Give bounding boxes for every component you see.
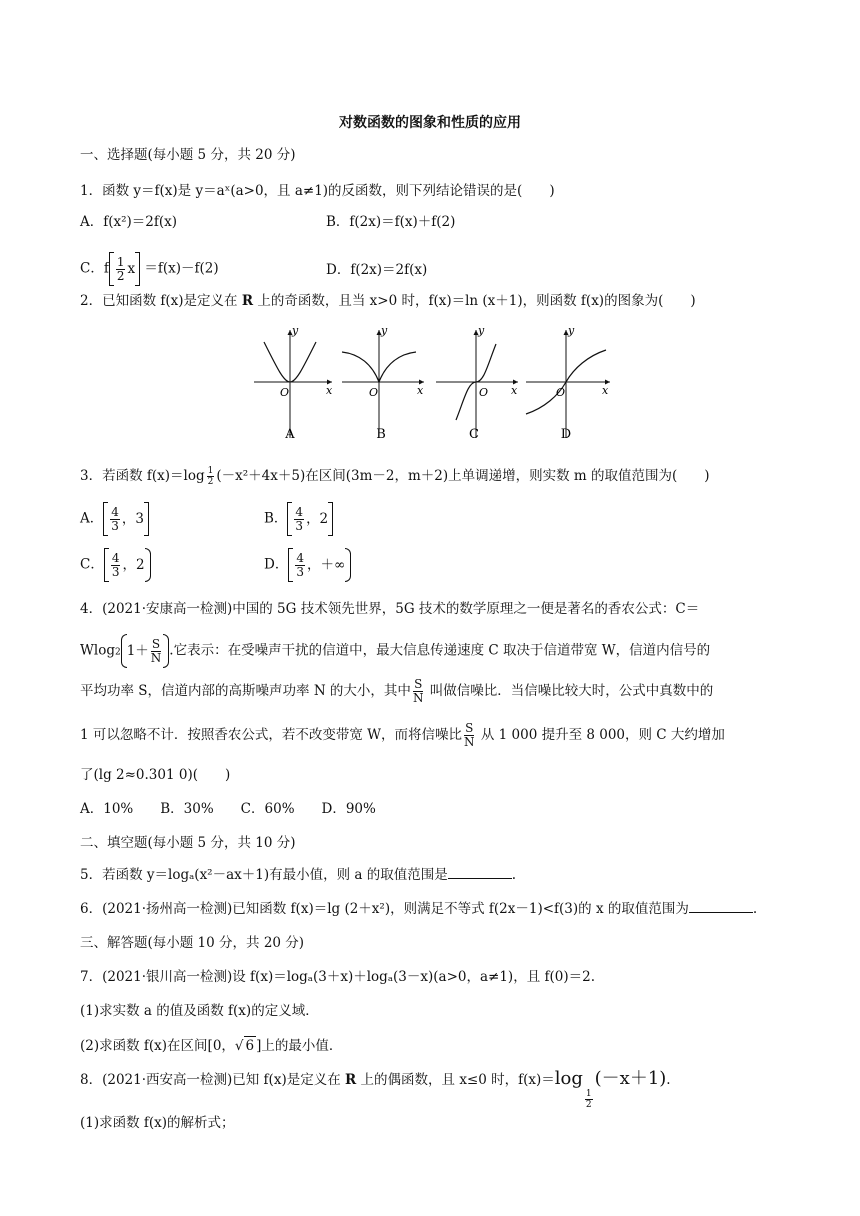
q4-n-den: N xyxy=(150,650,162,665)
q3-d-num: 4 xyxy=(296,550,304,565)
q4-line-4-a: 1 可以忽略不计．按照香农公式，若不改变带宽 W，而将信噪比 xyxy=(80,727,463,743)
page-title: 对数函数的图象和性质的应用 xyxy=(339,115,521,131)
q8-stem-b: 上的偶函数，且 x≤0 时，f(x)＝ xyxy=(356,1072,555,1088)
q4-line-3-den: N xyxy=(412,691,424,705)
graph-d-x-label: x xyxy=(602,384,609,397)
q3-d-end: ，＋∞ xyxy=(306,557,346,573)
q3-c-end: ，2 xyxy=(122,557,145,573)
q8-base-num: 1 xyxy=(585,1089,592,1099)
q3-d-label: D． xyxy=(264,556,289,573)
q4-line-4-den: N xyxy=(464,735,475,749)
q7-part-2-b: ]上的最小值． xyxy=(256,1038,343,1054)
q4-options: A．10% B．30% C．60% D．90% xyxy=(80,801,376,817)
q3-a-end: ，3 xyxy=(121,511,144,527)
q6-answer-blank[interactable] xyxy=(689,900,753,913)
graph-a-origin: O xyxy=(280,386,290,399)
section-solve-heading: 三、解答题(每小题 10 分，共 20 分) xyxy=(80,935,305,951)
q8-part-1: (1)求函数 f(x)的解析式； xyxy=(80,1115,235,1131)
q1-c-den: 2 xyxy=(116,268,125,283)
q3-a-num: 4 xyxy=(111,504,119,519)
q7-part-2-a: (2)求函数 f(x)在区间[0， xyxy=(80,1038,235,1054)
graph-a-x-label: x xyxy=(326,384,333,397)
q3-stem xyxy=(80,466,710,487)
q5-text: 5．若函数 y＝logₐ(x²－ax＋1)有最小值，则 a 的取值范围是 xyxy=(80,867,448,883)
q7-part-1: (1)求实数 a 的值及函数 f(x)的定义域． xyxy=(80,1003,319,1019)
graph-c xyxy=(436,324,518,442)
q4-line-5: 了(lg 2≈0.301 0)( ) xyxy=(80,767,231,783)
q3-d-den: 3 xyxy=(296,564,304,579)
graph-d xyxy=(526,324,610,442)
graph-b xyxy=(342,324,424,442)
q4-one-plus: 1＋ xyxy=(126,643,149,659)
q8-base-den: 2 xyxy=(585,1100,592,1110)
q3-a-den: 3 xyxy=(111,518,119,533)
q3-option-b xyxy=(264,502,333,536)
graph-d-origin: O xyxy=(556,386,566,399)
q3-a-label: A． xyxy=(80,510,104,527)
q7-sqrt-value: 6 xyxy=(245,1038,255,1054)
q4-line-3-a: 平均功率 S，信道内部的高斯噪声功率 N 的大小，其中 xyxy=(80,683,411,699)
q3-stem-b: (－x²＋4x＋5)在区间(3m－2，m＋2)上单调递增，则实数 m 的取值范围为( ) xyxy=(216,468,710,484)
graph-d-y-label: y xyxy=(568,324,575,337)
q5-end: . xyxy=(511,867,517,883)
q1-option-b: B．f(2x)＝f(x)＋f(2) xyxy=(326,214,456,230)
graph-b-caption: B xyxy=(376,427,386,442)
q1-c-num: 1 xyxy=(116,254,125,269)
q4-line-2-text: .它表示：在受噪声干扰的信道中，最大信息传递速度 C 取决于信道带宽 W，信道内信号的 xyxy=(169,642,711,659)
q3-option-d xyxy=(264,548,351,582)
q1-option-c-prefix: C．f xyxy=(80,260,109,277)
q4-s-num: S xyxy=(151,636,161,651)
q3-stem-a: 3．若函数 f(x)＝log xyxy=(80,468,205,484)
q4-line-3-num: S xyxy=(414,677,423,691)
q4-line-4-b: 从 1 000 提升至 8 000，则 C 大约增加 xyxy=(476,727,725,743)
section-fill-heading: 二、填空题(每小题 5 分，共 10 分) xyxy=(80,835,296,851)
q3-b-num: 4 xyxy=(295,504,304,519)
q7-part-2: (2)求函数 f(x)在区间[0，√ 6 ]上的最小值． xyxy=(80,1038,343,1054)
q5-answer-blank[interactable] xyxy=(448,866,512,879)
q1-option-c xyxy=(80,252,219,286)
q8-log: log xyxy=(554,1068,583,1089)
q4-line-3-b: 叫做信噪比．当信噪比较大时，公式中真数中的 xyxy=(425,683,714,699)
q8-stem-r: R xyxy=(345,1072,357,1088)
q1-option-d: D．f(2x)＝2f(x) xyxy=(326,262,428,278)
q3-option-c xyxy=(80,548,151,582)
q2-stem-r: R xyxy=(241,293,254,309)
graph-a xyxy=(254,324,333,442)
q2-stem-b: 上的奇函数，且当 x>0 时，f(x)＝ln (x＋1)，则函数 f(x)的图象为( ) xyxy=(253,293,696,309)
graph-c-y-label: y xyxy=(478,324,485,337)
q3-c-num: 4 xyxy=(111,550,120,565)
q8-stem-a: 8．(2021·西安高一检测)已知 f(x)是定义在 xyxy=(80,1072,345,1088)
q1-c-var: x xyxy=(127,261,136,277)
q7-stem: 7．(2021·银川高一检测)设 f(x)＝logₐ(3＋x)＋logₐ(3－x)(a>0，a≠1)，且 f(0)＝2. xyxy=(80,969,595,985)
q8-stem xyxy=(80,1068,671,1110)
graph-a-caption: A xyxy=(285,427,295,442)
q2-stem-a: 2．已知函数 f(x)是定义在 xyxy=(80,293,242,309)
graph-c-x-label: x xyxy=(511,384,518,397)
q6 xyxy=(80,900,757,918)
graph-b-x-label: x xyxy=(417,384,424,397)
section-choice-heading: 一、选择题(每小题 5 分，共 20 分) xyxy=(80,147,296,163)
q4-wlog: Wlog xyxy=(80,642,115,659)
q5 xyxy=(80,866,516,884)
q4-line-3 xyxy=(80,678,713,705)
q3-b-label: B． xyxy=(264,510,288,527)
q1-option-a: A．f(x²)＝2f(x) xyxy=(80,214,178,230)
q3-c-label: C． xyxy=(80,556,104,573)
q2-graphs xyxy=(254,320,614,446)
graph-a-y-label: y xyxy=(292,324,299,337)
q8-end: . xyxy=(666,1072,671,1088)
q3-b-end: ，2 xyxy=(306,511,329,527)
q3-c-den: 3 xyxy=(111,564,120,579)
q1-stem: 1．函数 y＝f(x)是 y＝aˣ(a>0，且 a≠1)的反函数，则下列结论错误的是( ) xyxy=(80,183,555,199)
q2-stem xyxy=(80,292,696,310)
graph-c-caption: C xyxy=(469,427,479,442)
q4-log-base: 2 xyxy=(114,647,121,658)
graph-c-origin: O xyxy=(479,386,489,399)
q4-line-4-num: S xyxy=(465,721,474,735)
graph-d-caption: D xyxy=(560,427,572,442)
q8-arg: (－x＋1) xyxy=(594,1068,667,1089)
q1-option-c-suffix: ＝f(x)－f(2) xyxy=(144,260,219,277)
q3-option-a xyxy=(80,502,149,536)
q4-line-4 xyxy=(80,722,725,749)
q6-text: 6．(2021·扬州高一检测)已知函数 f(x)＝lg (2＋x²)，则满足不等式 f(2x－1)<f(3)的 x 的取值范围为 xyxy=(80,901,689,917)
q4-line-1: 4．(2021·安康高一检测)中国的 5G 技术领先世界，5G 技术的数学原理之一便是著名的香农公式：C＝ xyxy=(80,601,700,617)
graph-b-y-label: y xyxy=(381,324,388,337)
q4-line-2 xyxy=(80,634,710,668)
q3-base-num: 1 xyxy=(207,466,214,476)
q3-base-den: 2 xyxy=(207,477,214,487)
q6-end: . xyxy=(752,901,758,917)
graph-b-origin: O xyxy=(369,386,379,399)
q3-b-den: 3 xyxy=(295,518,304,533)
